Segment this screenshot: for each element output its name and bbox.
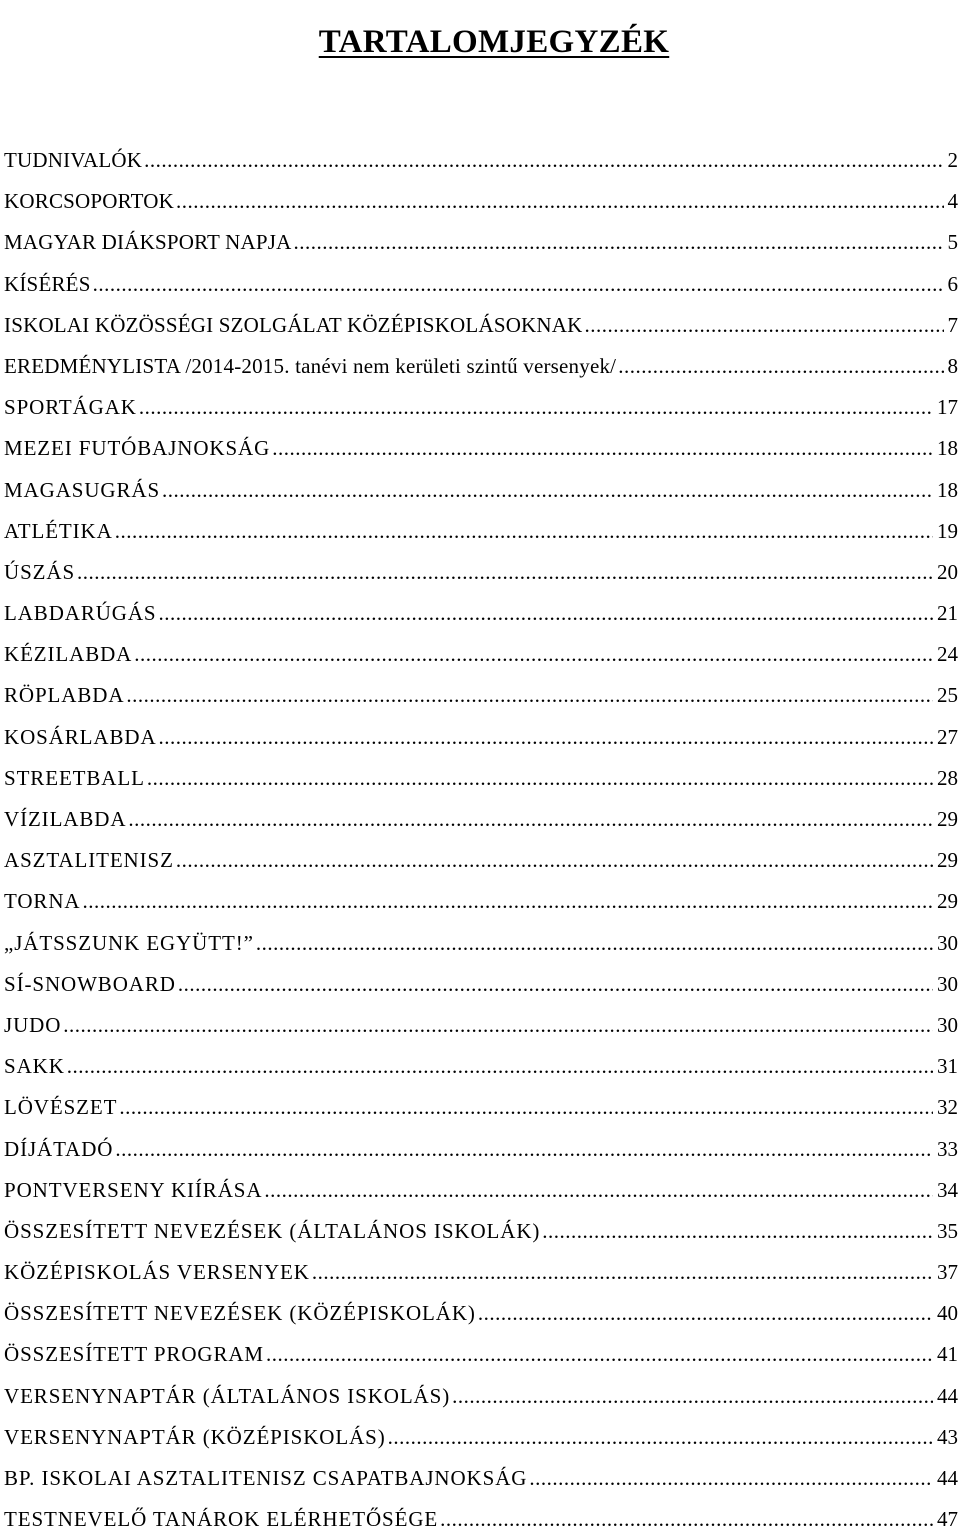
toc-entry-label: TUDNIVALÓK (4, 148, 143, 172)
toc-dot-leader (139, 387, 933, 428)
toc-entry[interactable] (4, 1129, 958, 1170)
toc-entry-page-number: 29 (937, 807, 958, 831)
toc-entry-label: EREDMÉNYLISTA /2014-2015. tanévi nem kerületi szintű versenyek/ (4, 353, 617, 378)
toc-entry-label: ÚSZÁS (4, 559, 76, 584)
toc-entry-page-number: 17 (937, 395, 958, 420)
toc-entry-label: PONTVERSENY KIÍRÁSA (4, 1177, 263, 1202)
toc-dot-leader (440, 1499, 933, 1540)
toc-entry-page-number: 43 (937, 1424, 958, 1449)
toc-entry-page-number: 4 (947, 189, 958, 214)
toc-entry-label: VÍZILABDA (4, 807, 127, 831)
toc-entry-label: BP. ISKOLAI ASZTALITENISZ CSAPATBAJNOKSÁG (4, 1466, 528, 1490)
toc-dot-leader (77, 552, 933, 593)
toc-entry[interactable] (4, 1334, 958, 1375)
toc-entry-label: TESTNEVELŐ TANÁROK ELÉRHETŐSÉGE (4, 1507, 439, 1532)
toc-entry-page-number: 30 (937, 971, 958, 996)
toc-entry-label: DÍJÁTADÓ (4, 1136, 114, 1161)
toc-entry-page-number: 44 (937, 1466, 958, 1490)
table-of-contents (4, 140, 958, 1540)
toc-entry-page-number: 37 (937, 1260, 958, 1285)
toc-dot-leader (388, 1417, 933, 1458)
toc-entry-page-number: 30 (937, 1012, 958, 1037)
toc-entry-page-number: 41 (937, 1342, 958, 1367)
toc-entry-page-number: 25 (937, 683, 958, 708)
toc-dot-leader (134, 634, 933, 675)
toc-dot-leader (312, 1252, 933, 1293)
toc-dot-leader (585, 305, 944, 346)
toc-entry-page-number: 29 (937, 889, 958, 914)
toc-entry-label: SAKK (4, 1054, 65, 1079)
toc-entry-label: KORCSOPORTOK (4, 189, 174, 214)
toc-entry-label: LABDARÚGÁS (4, 601, 157, 626)
toc-entry-label: KÖZÉPISKOLÁS VERSENYEK (4, 1260, 310, 1285)
toc-entry[interactable] (4, 799, 958, 840)
toc-entry-label: ATLÉTIKA (4, 518, 113, 543)
toc-entry-page-number: 32 (937, 1095, 958, 1120)
toc-dot-leader (63, 1005, 933, 1046)
toc-dot-leader (478, 1293, 933, 1334)
toc-dot-leader (264, 1170, 933, 1211)
toc-entry[interactable] (4, 552, 958, 593)
toc-dot-leader (93, 264, 944, 305)
toc-dot-leader (452, 1376, 933, 1417)
toc-entry-page-number: 21 (937, 601, 958, 626)
toc-entry[interactable] (4, 470, 958, 511)
toc-entry[interactable] (4, 1046, 958, 1087)
toc-entry-label: MEZEI FUTÓBAJNOKSÁG (4, 436, 271, 461)
toc-entry-page-number: 19 (937, 518, 958, 543)
toc-dot-leader (178, 964, 933, 1005)
toc-entry-label: LÖVÉSZET (4, 1095, 118, 1120)
toc-entry-label: ASZTALITENISZ (4, 848, 174, 873)
toc-entry[interactable] (4, 881, 958, 922)
toc-dot-leader (67, 1046, 933, 1087)
toc-entry-page-number: 24 (937, 642, 958, 667)
toc-dot-leader (266, 1334, 933, 1375)
toc-entry-page-number: 20 (937, 559, 958, 584)
toc-dot-leader (256, 923, 933, 964)
toc-entry[interactable] (4, 758, 958, 799)
toc-entry-label: MAGYAR DIÁKSPORT NAPJA (4, 230, 292, 255)
toc-dot-leader (128, 799, 933, 840)
toc-entry-page-number: 47 (937, 1507, 958, 1532)
toc-entry-label: ISKOLAI KÖZÖSSÉGI SZOLGÁLAT KÖZÉPISKOLÁSOKNAK (4, 312, 583, 337)
toc-entry-page-number: 29 (937, 848, 958, 873)
toc-entry[interactable] (4, 1211, 958, 1252)
toc-entry-page-number: 40 (937, 1301, 958, 1326)
toc-entry-page-number: 5 (947, 230, 958, 255)
toc-entry[interactable] (4, 1005, 958, 1046)
toc-entry-page-number: 27 (937, 724, 958, 749)
toc-dot-leader (144, 140, 943, 181)
toc-entry-page-number: 34 (937, 1177, 958, 1202)
toc-dot-leader (176, 181, 944, 222)
toc-entry-page-number: 28 (937, 765, 958, 790)
toc-entry[interactable] (4, 593, 958, 634)
toc-dot-leader (159, 593, 933, 634)
toc-entry-label: ÖSSZESÍTETT NEVEZÉSEK (ÁLTALÁNOS ISKOLÁK) (4, 1218, 541, 1243)
toc-dot-leader (119, 1087, 933, 1128)
toc-entry-label: RÖPLABDA (4, 683, 125, 708)
toc-entry-label: TORNA (4, 889, 81, 914)
toc-entry-page-number: 6 (947, 271, 958, 296)
toc-entry-label: KÍSÉRÉS (4, 271, 91, 296)
toc-dot-leader (176, 840, 933, 881)
toc-entry-label: SÍ-SNOWBOARD (4, 971, 176, 996)
toc-entry[interactable] (4, 1293, 958, 1334)
toc-entry-label: MAGASUGRÁS (4, 477, 161, 502)
toc-entry[interactable] (4, 1499, 958, 1540)
toc-entry[interactable] (4, 717, 958, 758)
toc-entry[interactable] (4, 346, 958, 387)
toc-entry[interactable] (4, 181, 958, 222)
toc-dot-leader (529, 1458, 933, 1499)
toc-entry-label: SPORTÁGAK (4, 395, 137, 420)
toc-entry[interactable] (4, 1087, 958, 1128)
toc-entry[interactable] (4, 840, 958, 881)
toc-entry-page-number: 33 (937, 1136, 958, 1161)
toc-entry[interactable] (4, 634, 958, 675)
toc-entry[interactable] (4, 675, 958, 716)
toc-entry-label: „JÁTSSZUNK EGYÜTT!” (4, 930, 254, 955)
toc-entry[interactable] (4, 222, 958, 263)
toc-entry[interactable] (4, 1376, 958, 1417)
toc-entry[interactable] (4, 1417, 958, 1458)
toc-entry[interactable] (4, 264, 958, 305)
toc-entry-page-number: 18 (937, 436, 958, 461)
toc-entry[interactable] (4, 923, 958, 964)
toc-entry-page-number: 35 (937, 1218, 958, 1243)
toc-entry-page-number: 18 (937, 477, 958, 502)
toc-dot-leader (82, 881, 933, 922)
toc-entry-label: VERSENYNAPTÁR (KÖZÉPISKOLÁS) (4, 1424, 386, 1449)
toc-dot-leader (272, 428, 933, 469)
toc-dot-leader (542, 1211, 933, 1252)
toc-entry-page-number: 7 (947, 312, 958, 337)
toc-entry[interactable] (4, 1170, 958, 1211)
toc-entry-label: KOSÁRLABDA (4, 724, 157, 749)
toc-entry[interactable] (4, 305, 958, 346)
toc-dot-leader (618, 346, 943, 387)
toc-entry-page-number: 2 (947, 148, 958, 172)
toc-entry-label: STREETBALL (4, 765, 145, 790)
page-title: TARTALOMJEGYZÉK (318, 24, 670, 61)
toc-entry-page-number: 44 (937, 1383, 958, 1408)
toc-entry[interactable] (4, 1458, 958, 1499)
toc-dot-leader (159, 717, 933, 758)
toc-dot-leader (162, 470, 933, 511)
toc-entry-label: ÖSSZESÍTETT NEVEZÉSEK (KÖZÉPISKOLÁK) (4, 1301, 476, 1326)
toc-entry-label: ÖSSZESÍTETT PROGRAM (4, 1342, 264, 1367)
toc-entry-page-number: 31 (937, 1054, 958, 1079)
toc-entry[interactable] (4, 964, 958, 1005)
toc-entry-page-number: 8 (947, 353, 958, 378)
toc-entry[interactable] (4, 428, 958, 469)
toc-entry[interactable] (4, 511, 958, 552)
toc-entry-label: KÉZILABDA (4, 642, 133, 667)
toc-dot-leader (115, 511, 933, 552)
toc-dot-leader (293, 222, 943, 263)
toc-entry[interactable] (4, 140, 958, 181)
toc-entry-page-number: 30 (937, 930, 958, 955)
toc-dot-leader (147, 758, 933, 799)
toc-dot-leader (115, 1129, 933, 1170)
toc-dot-leader (126, 675, 933, 716)
toc-entry[interactable] (4, 387, 958, 428)
toc-entry-label: VERSENYNAPTÁR (ÁLTALÁNOS ISKOLÁS) (4, 1383, 451, 1408)
toc-entry[interactable] (4, 1252, 958, 1293)
toc-entry-label: JUDO (4, 1012, 62, 1037)
